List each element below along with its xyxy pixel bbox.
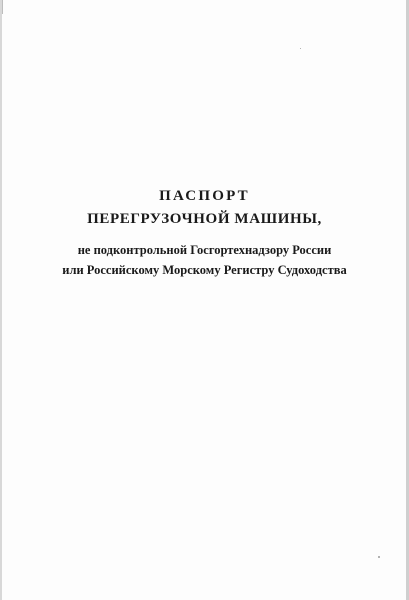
- title-block: [0, 186, 409, 279]
- document-title-machine: ПЕРЕГРУЗОЧНОЙ МАШИНЫ,: [87, 211, 322, 227]
- document-title: ПАСПОРТ: [159, 188, 250, 204]
- document-subtitle-line2: или Российскому Морскому Регистру Судоходства: [62, 263, 347, 277]
- page-left-edge: [0, 0, 2, 600]
- scan-speck: [300, 48, 301, 49]
- scan-speck: [378, 556, 380, 558]
- document-subtitle-line1: не подконтрольной Госгортехнадзору России: [77, 243, 332, 257]
- scan-corner-mark: [2, 0, 13, 14]
